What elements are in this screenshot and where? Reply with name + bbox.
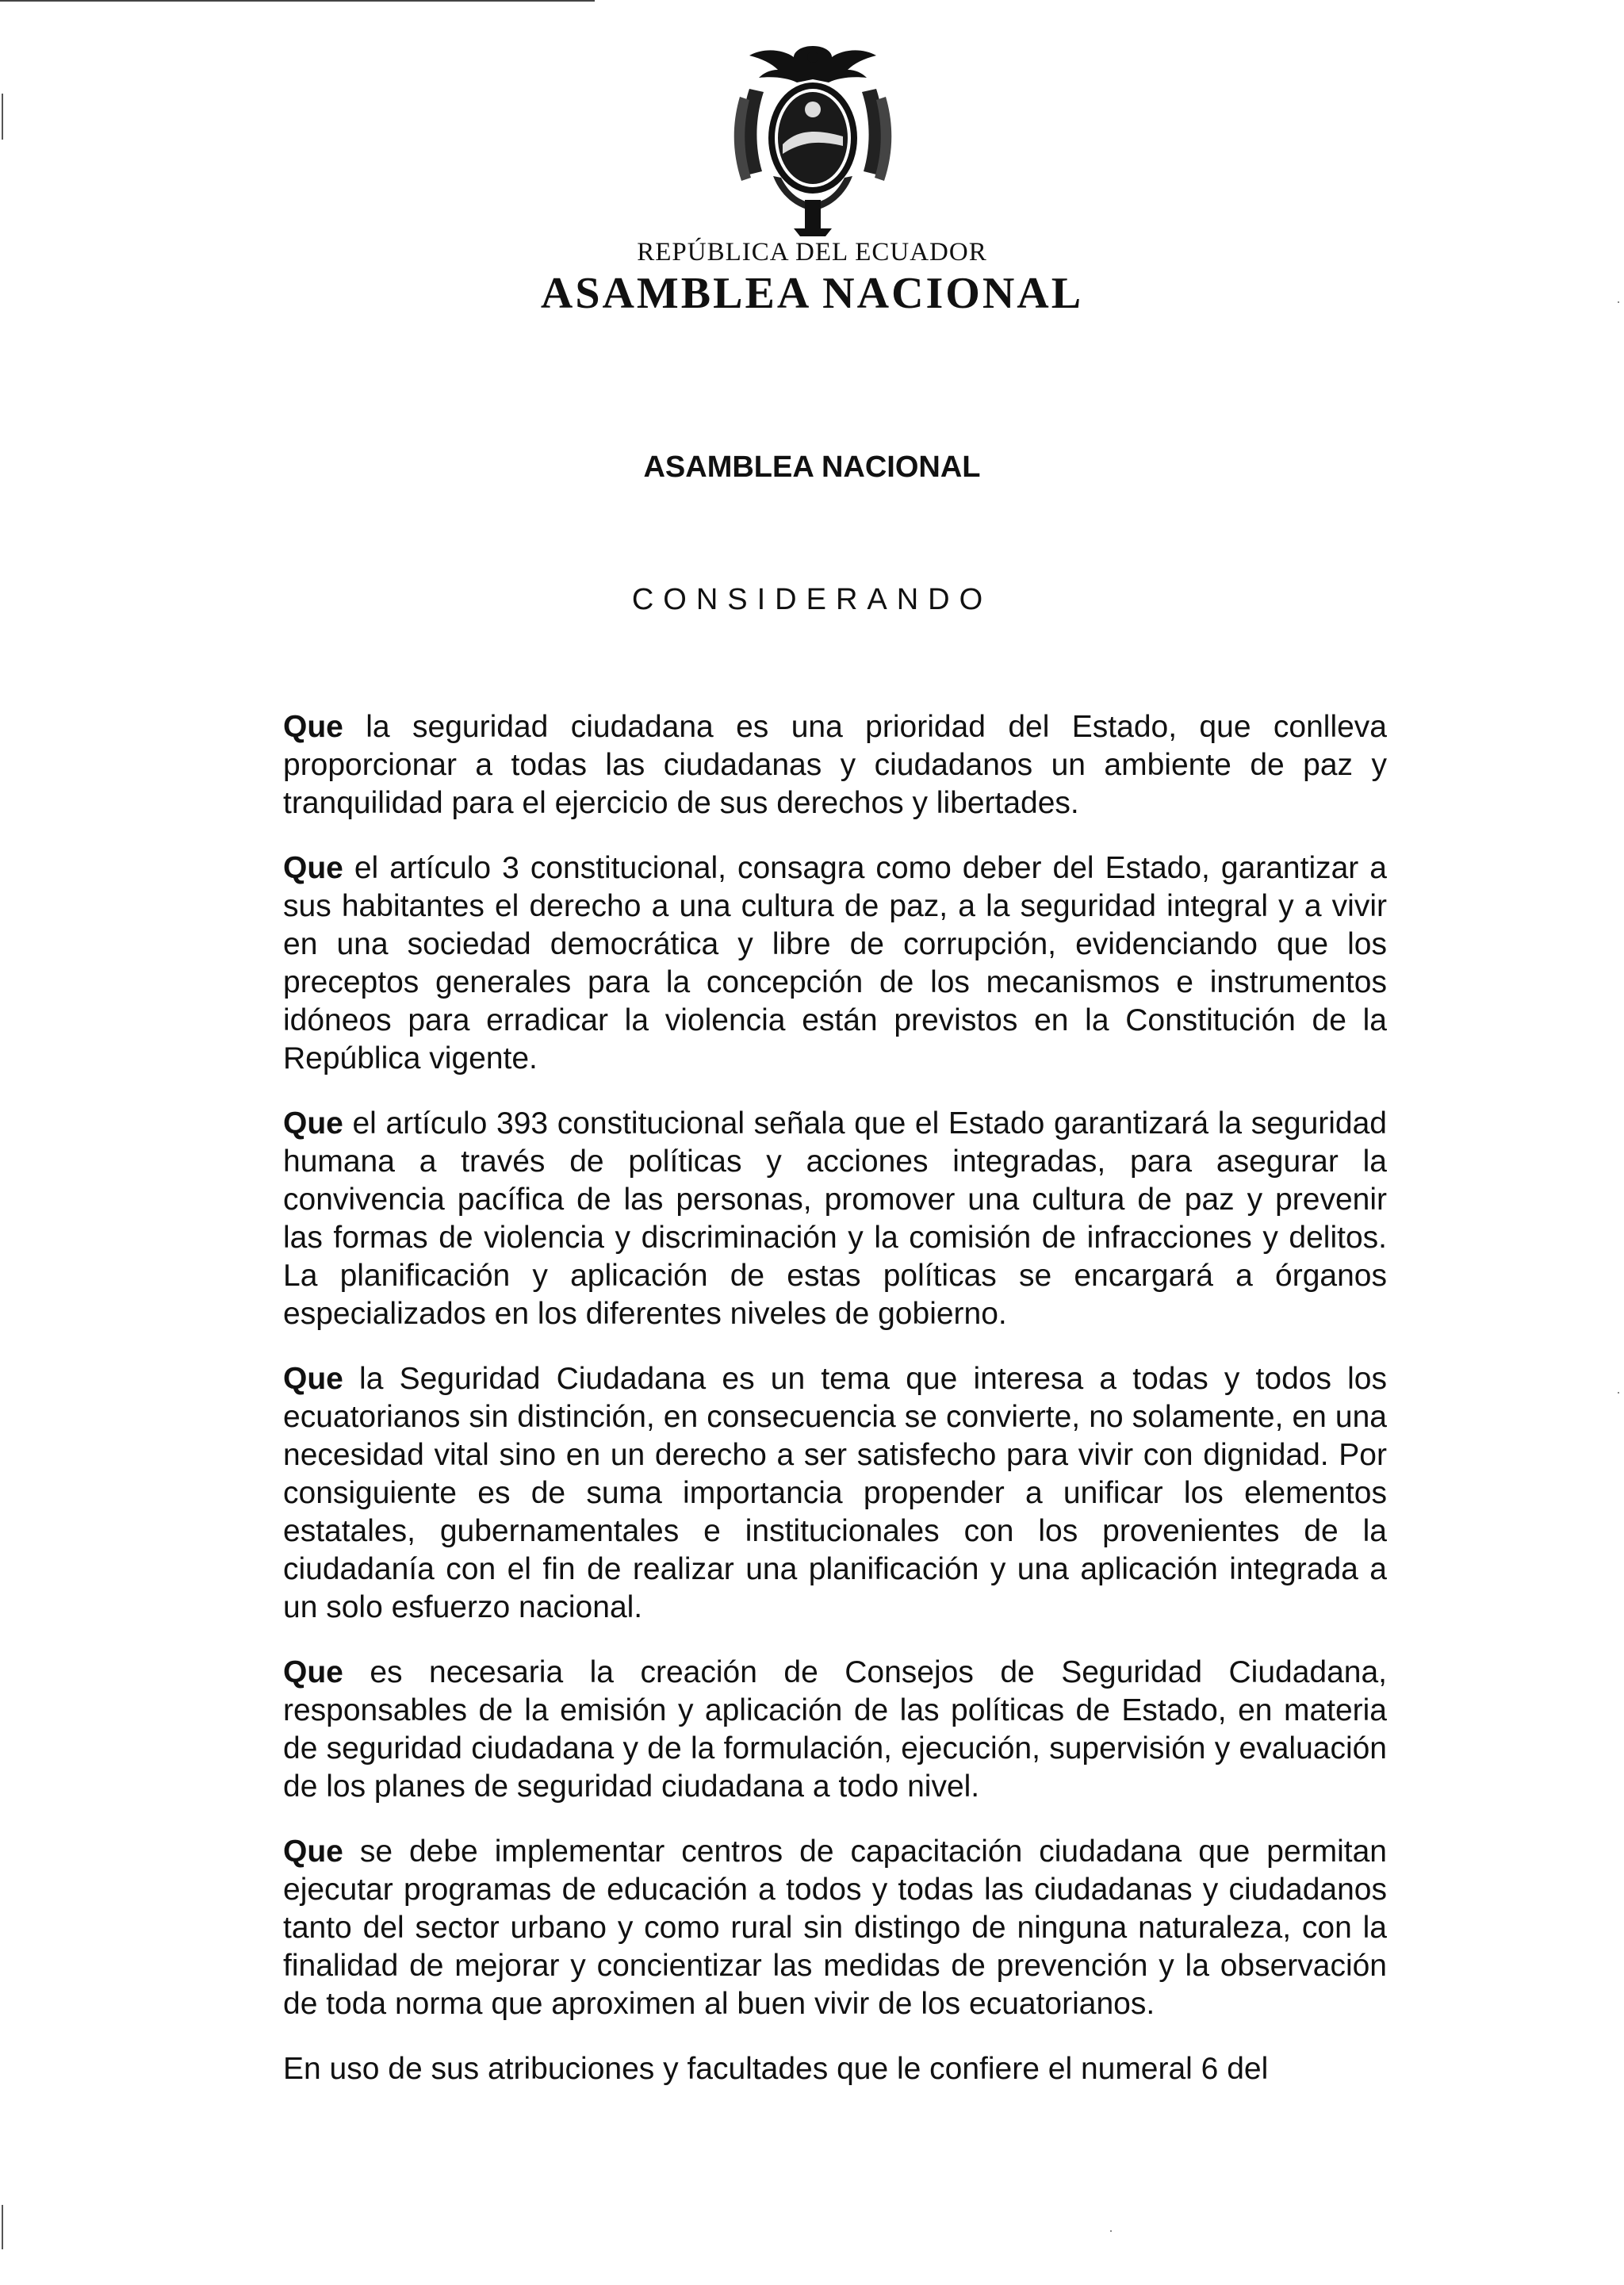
scan-edge-line [0,0,595,2]
scan-dust [1618,1392,1619,1394]
document-heading: ASAMBLEA NACIONAL [643,450,981,484]
paragraph-text: el artículo 3 constitucional, consagra como deber del Estado, garantizar a sus habitantes el derecho a una cultura de paz, a la seguridad integral y a vivir en una sociedad democrática y libre de corrupción, evidenciando que los preceptos generales para la concepción de los mecanismos e instrumentos idóneos para erradicar la violencia están previstos en la Constitución de la República vigente. [283,851,1387,1075]
paragraph-lead: Que [283,1655,343,1689]
paragraph-lead: Que [283,710,343,744]
paragraph-6 [283,1833,1387,2023]
paragraph-text: la Seguridad Ciudadana es un tema que interesa a todas y todos los ecuatorianos sin distinción, en consecuencia se convierte, no solamente, en una necesidad vital sino en un derecho a ser satisfecho para vivir con dignidad. Por consiguiente es de suma importancia propender a unificar los elementos estatales, gubernamentales e institucionales con los provenientes de la ciudadanía con el fin de realizar una planificación y una aplicación integrada a un solo esfuerzo nacional. [283,1362,1387,1624]
paragraph-2 [283,849,1387,1078]
paragraph-lead: Que [283,1835,343,1869]
closing-paragraph: En uso de sus atribuciones y facultades que le confiere el numeral 6 del [283,2052,1269,2086]
paragraph-1 [283,708,1387,822]
paragraph-text: el artículo 393 constitucional señala que el Estado garantizará la seguridad humana a través de políticas y acciones integradas, para asegurar la convivencia pacífica de las personas, promover una cultura de paz y prevenir las formas de violencia y discriminación y la comisión de infracciones y delitos. La planificación y aplicación de estas políticas se encargará a órganos especializados en los diferentes niveles de gobierno. [283,1106,1387,1331]
paragraph-lead: Que [283,851,343,885]
document-subheading: CONSIDERANDO [631,583,993,616]
header-country: REPÚBLICA DEL ECUADOR [637,238,987,266]
paragraph-text: se debe implementar centros de capacitación ciudadana que permitan ejecutar programas de educación a todos y todas las ciudadanas y ciudadanos tanto del sector urbano y como rural sin distingo de ninguna naturaleza, con la finalidad de mejorar y concientizar las medidas de prevención y la observación de toda norma que aproximen al buen vivir de los ecuatorianos. [283,1835,1387,2021]
scan-dust [1110,2230,1112,2232]
scan-edge-mark [2,2205,3,2249]
paragraph-text: es necesaria la creación de Consejos de Seguridad Ciudadana, responsables de la emisión y aplicación de las políticas de Estado, en materia de seguridad ciudadana y de la formulación, ejecución, supervisión y evaluación de los planes de seguridad ciudadana a todo nivel. [283,1655,1387,1804]
header-institution: ASAMBLEA NACIONAL [540,269,1084,318]
paragraph-5 [283,1654,1387,1806]
paragraph-text: la seguridad ciudadana es una prioridad del Estado, que conlleva proporcionar a todas las ciudadanas y ciudadanos un ambiente de paz y tranquilidad para el ejercicio de sus derechos y libertades. [283,710,1387,820]
paragraph-3 [283,1105,1387,1333]
document-body [283,708,1387,2115]
paragraph-lead: Que [283,1106,343,1141]
coat-of-arms-icon [718,41,908,240]
paragraph-4 [283,1360,1387,1627]
scan-edge-mark [2,94,3,140]
paragraph-lead: Que [283,1362,343,1396]
